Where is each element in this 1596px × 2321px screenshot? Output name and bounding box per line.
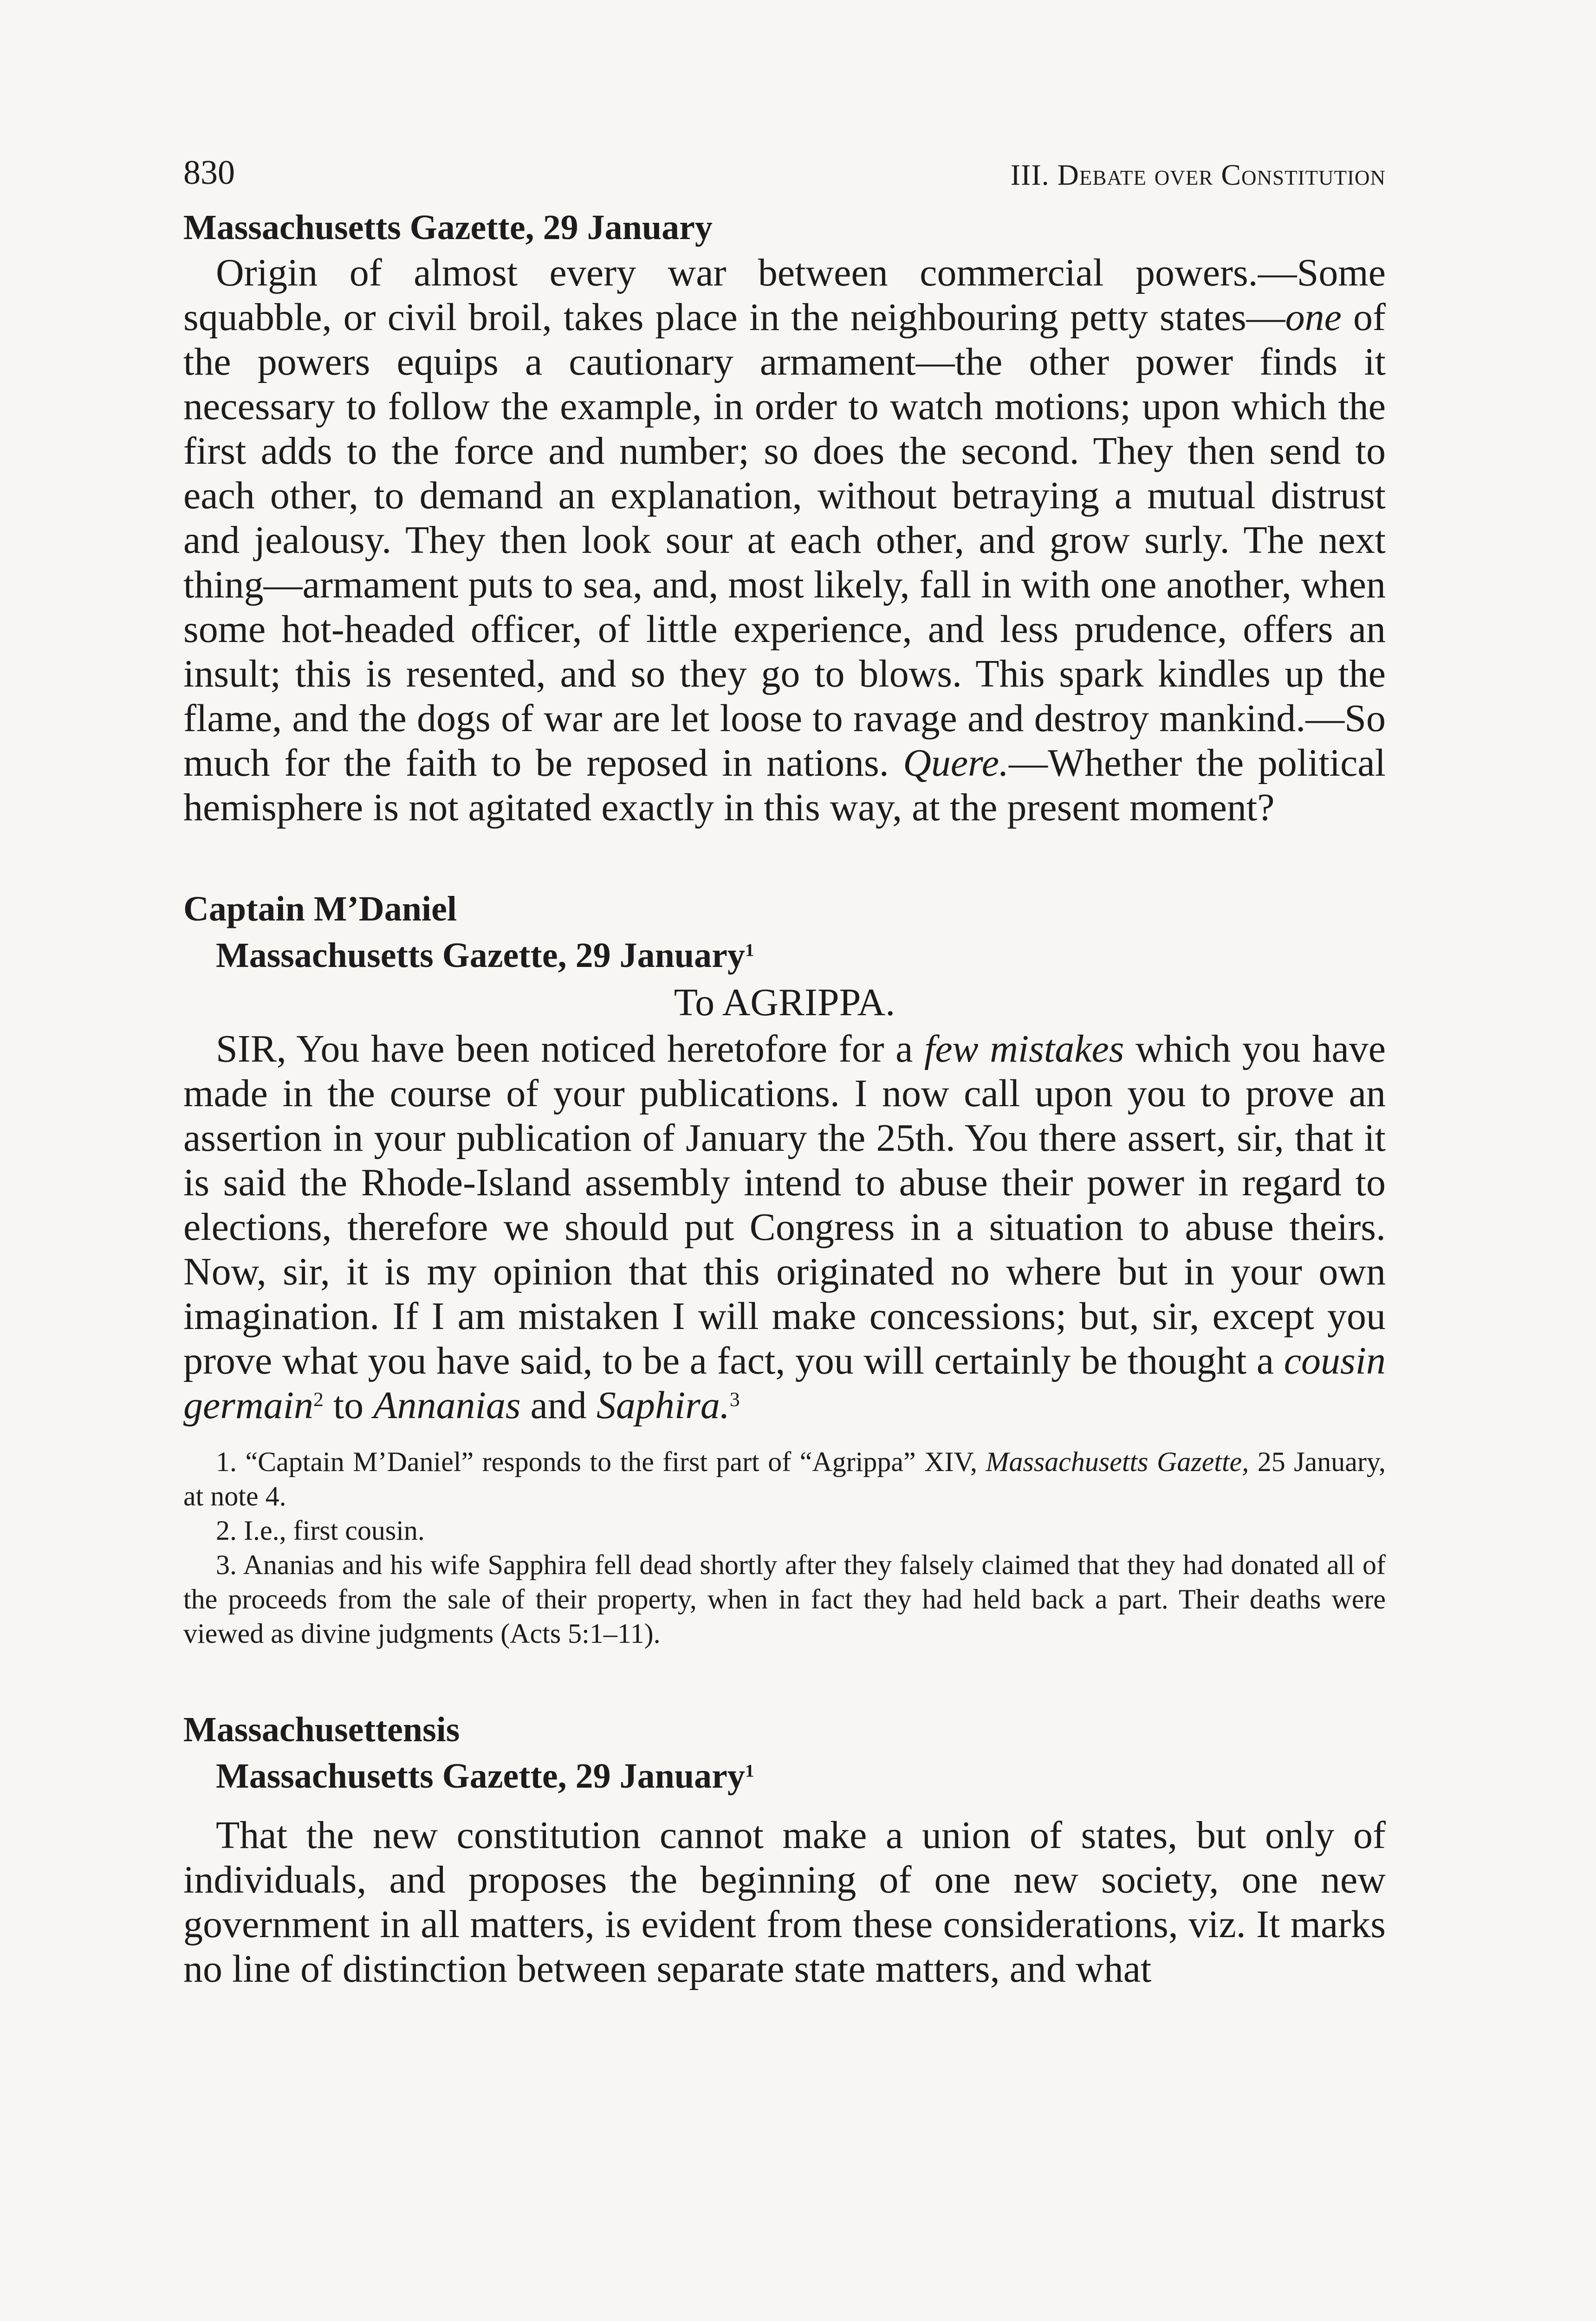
italic-text: few mistakes [924, 1027, 1124, 1070]
footnote [183, 1548, 1386, 1651]
text-run: 2. I.e., first cousin. [216, 1515, 425, 1546]
section2-subheading-text: Massachusetts Gazette, 29 January [216, 936, 745, 975]
italic-text: Annanias [373, 1384, 521, 1427]
italic-text: Saphira. [596, 1384, 730, 1427]
text-run: which you have made in the course of your publications. I now call upon you to prove an assertion in your publication of January the 25th. You there assert, sir, that it is said the Rhode-Island assembly intend to abuse their power in regard to elections, therefore we should put Congress in a situation to abuse theirs. Now, sir, it is my opinion that this originated no where but in your own imagination. If I am mistaken I will make concessions; but, sir, except you prove what you have said, to be a fact, you will certainly be thought a [183, 1027, 1386, 1382]
section3-subheading-text: Massachusetts Gazette, 29 January [216, 1757, 745, 1796]
section3-subheading-note-ref: 1 [745, 1760, 754, 1781]
text-run: 1. “Captain M’Daniel” responds to the first part of “Agrippa” XIV, [216, 1446, 986, 1477]
note-ref: 2 [313, 1388, 324, 1411]
text-run: That the new constitution cannot make a union of states, but only of individuals, and proposes the beginning of one new society, one new government in all matters, is evident from these considerations, viz. It marks no line of distinction between separate state matters, and what [183, 1814, 1386, 1990]
section2-heading: Captain M’Daniel [183, 889, 457, 928]
section1-paragraph [183, 251, 1386, 830]
text-run: of the powers equips a cautionary armament—the other power finds it necessary to follow the example, in order to watch motions; upon which the first adds to the force and number; so does the second. They then send to each other, to demand an explanation, without betraying a mutual distrust and jealousy. They then look sour at each other, and grow surly. The next thing—armament puts to sea, and, most likely, fall in with one another, when some hot-headed officer, of little experience, and less prudence, offers an insult; this is resented, and so they go to blows. This spark kindles up the flame, and the dogs of war are let loose to ravage and destroy mankind.—So much for the faith to be reposed in nations. [183, 296, 1386, 784]
page-number: 830 [183, 154, 235, 192]
italic-text: Massachusetts Gazette, [986, 1446, 1249, 1477]
text-run: Origin of almost every war between commercial powers.—Some squabble, or civil broil, takes place in the neighbouring petty states— [183, 251, 1386, 339]
footnote [183, 1513, 1386, 1548]
section3-subheading [183, 1753, 1386, 1799]
running-head [183, 153, 1386, 204]
section2-subheading [183, 932, 1386, 979]
text-run: 3. Ananias and his wife Sapphira fell dead shortly after they falsely claimed that they had donated all of the proceeds from the sale of their property, when in fact they had held back a part. Their deaths were viewed as divine judgments (Acts 5:1–11). [183, 1549, 1386, 1649]
footnotes [183, 1445, 1386, 1651]
text-run: SIR, You have been noticed heretofore for a [216, 1027, 924, 1070]
text-run: to [323, 1384, 374, 1427]
text-run: and [520, 1384, 597, 1427]
text-run: —Whether the political hemisphere is not agitated exactly in this way, at the present moment? [183, 741, 1386, 829]
italic-text: cousin germain [183, 1339, 1386, 1427]
document-page [183, 153, 1386, 1991]
note-ref: 3 [729, 1388, 740, 1411]
italic-text: Quere. [903, 741, 1009, 784]
footnote [183, 1445, 1386, 1513]
section3-heading: Massachusettensis [183, 1710, 460, 1749]
section3-paragraph [183, 1813, 1386, 1991]
section1-heading: Massachusetts Gazette, 29 January [183, 208, 713, 247]
section2-salutation: To AGRIPPA. [674, 981, 895, 1024]
section2-subheading-note-ref: 1 [745, 940, 754, 960]
text-run: 25 January, at note 4. [183, 1446, 1386, 1511]
running-title: III. Debate over Constitution [1010, 158, 1386, 191]
italic-text: one [1285, 296, 1342, 339]
section2-paragraph [183, 1027, 1386, 1428]
